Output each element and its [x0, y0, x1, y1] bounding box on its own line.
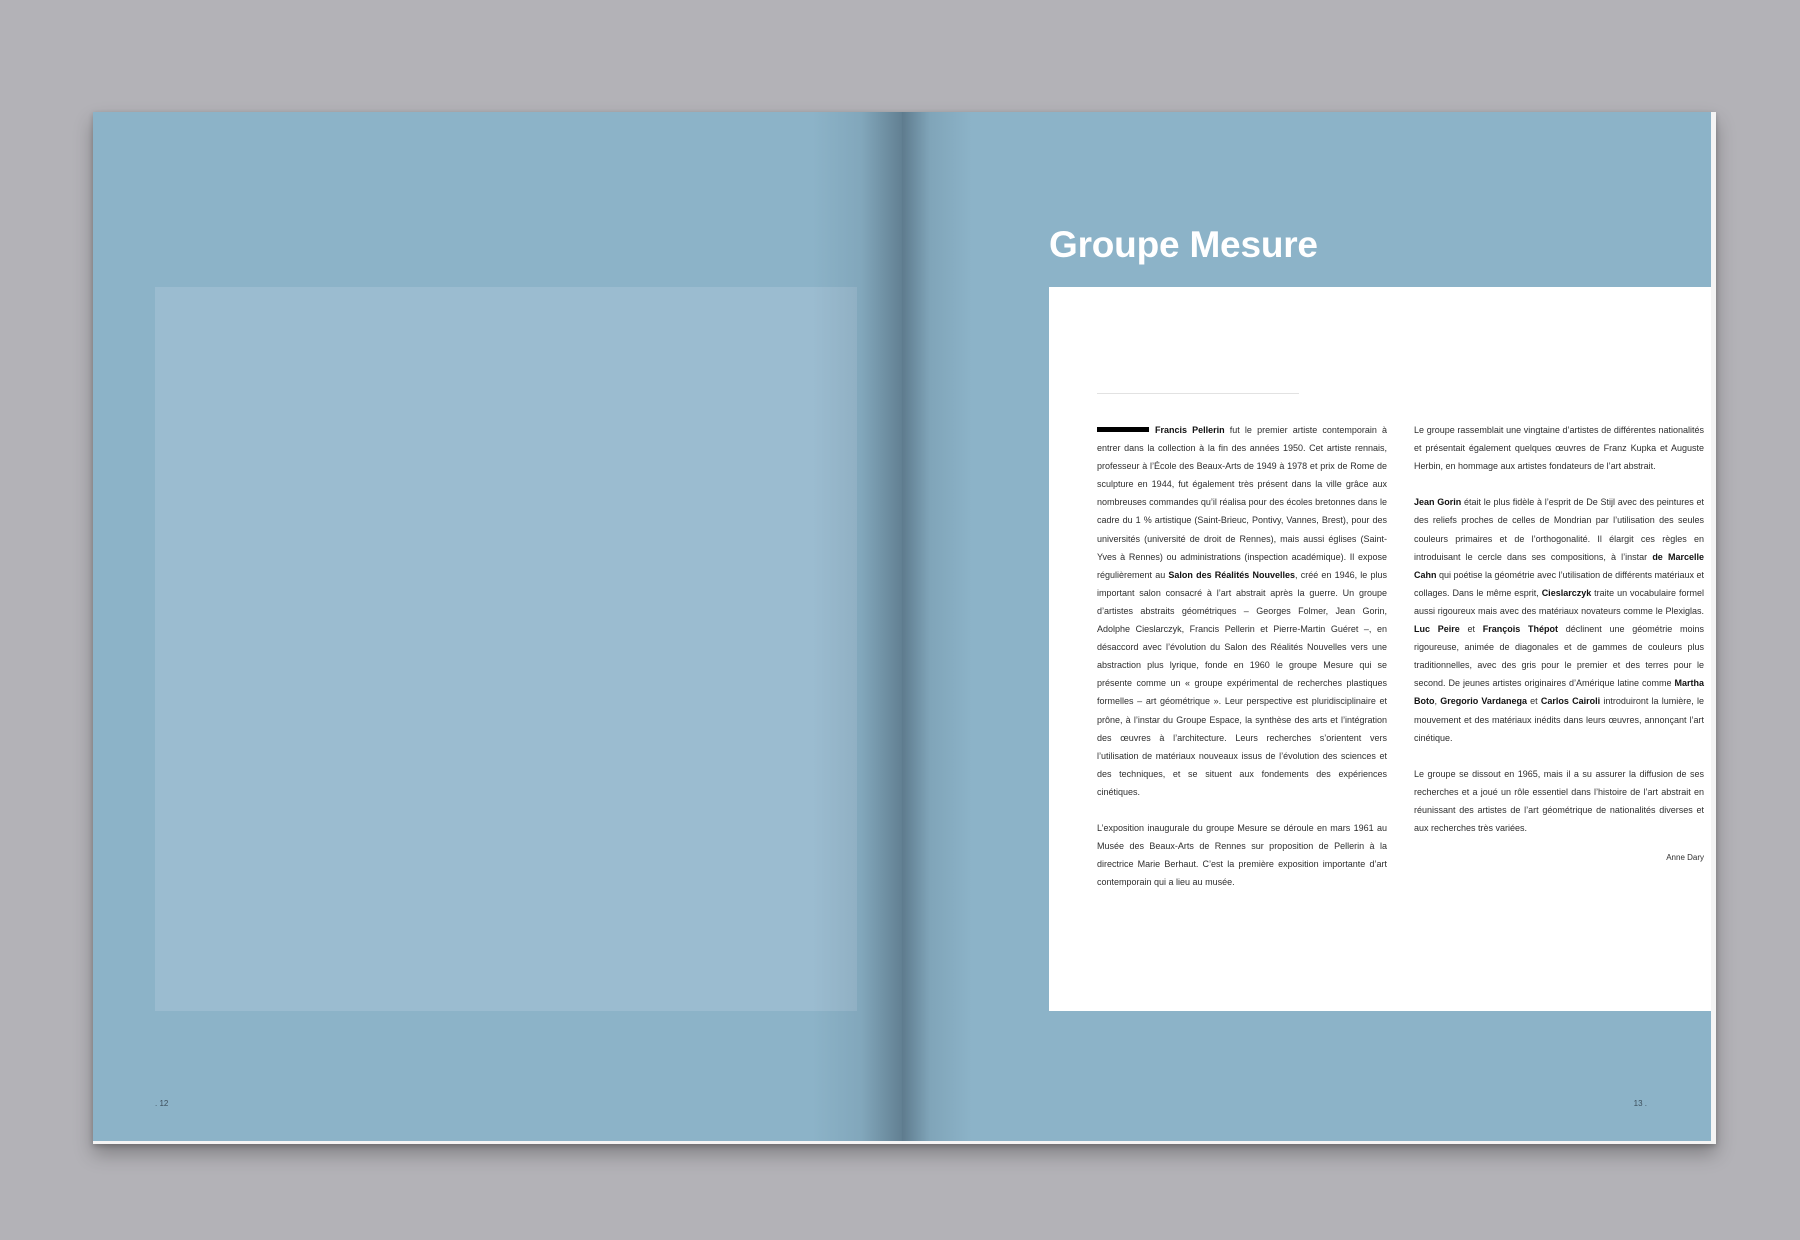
article-text-box [1049, 287, 1716, 1011]
paragraph-text: , créé en 1946, le plus important salon consacré à l’art abstrait après la guerre. Un groupe d’artistes abstraits géométriques – Georges Folmer, Jean Gorin, Adolphe Cieslarczyk, Francis Pellerin et Pierre-Martin Guéret –, en désaccord avec l’évolution du Salon des Réalités Nouvelles vers une abstraction plus lyrique, fonde en 1960 le groupe Mesure qui se présente comme un « groupe expérimental de recherches plastiques formelles – art géométrique ». Leur perspective est pluridisciplinaire et prône, à l’instar du Groupe Espace, la synthèse des arts et l’intégration des œuvres à l’architecture. Leurs recherches s’orientent vers l’utilisation de matériaux nouveaux issus de l’évolution des sciences et des techniques, et se situent aux fondements des expériences cinétiques. [1097, 569, 1387, 797]
article-paragraph: Le groupe rassemblait une vingtaine d’artistes de différentes nationalités et présentait également quelques œuvres de Franz Kupka et Auguste Herbin, en hommage aux artistes fondateurs de l’art abstrait. [1414, 425, 1704, 472]
page-number-right: 13 . [1633, 1099, 1647, 1108]
artist-name: Luc Peire [1414, 624, 1460, 635]
article-column-left [1097, 421, 1387, 910]
artist-name: François Thépot [1482, 624, 1558, 635]
artist-name: Carlos Cairoli [1540, 696, 1601, 707]
page-number-left: . 12 [155, 1099, 169, 1108]
book-spread [93, 112, 1716, 1144]
article-paragraph [1414, 493, 1704, 746]
author-signature: Anne Dary [1666, 853, 1704, 863]
artist-name: Jean Gorin [1414, 497, 1462, 508]
salon-name: Salon des Réalités Nouvelles [1168, 569, 1296, 580]
left-page [93, 112, 902, 1144]
paragraph-text: qui poétise la géométrie avec l’utilisation de différents matériaux et collages. Dans le même esprit, [1414, 569, 1704, 598]
artist-name: Martha Boto [1414, 678, 1704, 707]
article-paragraph: L’exposition inaugurale du groupe Mesure se déroule en mars 1961 au Musée des Beaux-Arts de Rennes sur proposition de Pellerin à la directrice Marie Berhaut. C’est la première exposition importante d’art contemporain qui a lieu au musée. [1097, 823, 1387, 888]
paragraph-text: déclinent une géométrie moins rigoureuse, animée de diagonales et de gammes de couleurs plus traditionnelles, avec des gris pour le premier et des terres pour le second. De jeunes artistes originaires d’Amérique latine comme [1414, 624, 1704, 689]
article-paragraph [1097, 421, 1387, 801]
paragraph-text: introduiront la lumière, le mouvement et des matériaux inédits dans leurs œuvres, annonçant l’art cinétique. [1414, 696, 1704, 743]
artist-name: de Marcelle Cahn [1414, 551, 1704, 580]
artist-name: Gregorio Vardanega [1440, 696, 1527, 707]
black-bar-marker [1097, 427, 1149, 432]
paragraph-text: traite un vocabulaire formel aussi rigoureux mais avec des matériaux novateurs comme le Plexiglas. [1414, 587, 1704, 616]
paragraph-text: était le plus fidèle à l’esprit de De Stijl avec des peintures et des reliefs proches de celles de Mondrian par l’utilisation des seules couleurs primaires et de l’orthogonalité. Il élargit ces règles en introduisant le cercle dans ses compositions, à l’instar [1414, 497, 1704, 562]
thin-rule-divider [1097, 393, 1299, 394]
artist-name: Cieslarczyk [1541, 587, 1592, 598]
paragraph-text: et [1526, 696, 1541, 707]
paragraph-text: fut le premier artiste contemporain à entrer dans la collection à la fin des années 1950. Cet artiste rennais, professeur à l’École des Beaux-Arts de 1949 à 1978 et prix de Rome de sculpture en 1944, fut également très présent dans la ville grâce aux nombreuses commandes qu’il réalisa pour des écoles bretonnes dans le cadre du 1 % artistique (Saint-Brieuc, Pontivy, Vannes, Brest), pour des universités (université de droit de Rennes), mais aussi églises (Saint-Yves à Rennes) ou administrations (inspection académique). Il expose régulièrement au [1097, 425, 1388, 580]
artist-name: Francis Pellerin [1155, 425, 1225, 435]
article-paragraph: Le groupe se dissout en 1965, mais il a su assurer la diffusion de ses recherches et a joué un rôle essentiel dans l’histoire de l’art abstrait en réunissant des artistes de l’art géométrique de nationalités diverses et aux recherches très variées. [1414, 768, 1704, 834]
paragraph-text: et [1459, 624, 1483, 635]
right-page [902, 112, 1716, 1144]
page-title: Groupe Mesure [1049, 224, 1318, 265]
paragraph-text: , [1434, 696, 1441, 707]
article-column-right [1414, 421, 1704, 867]
image-placeholder [155, 287, 857, 1011]
